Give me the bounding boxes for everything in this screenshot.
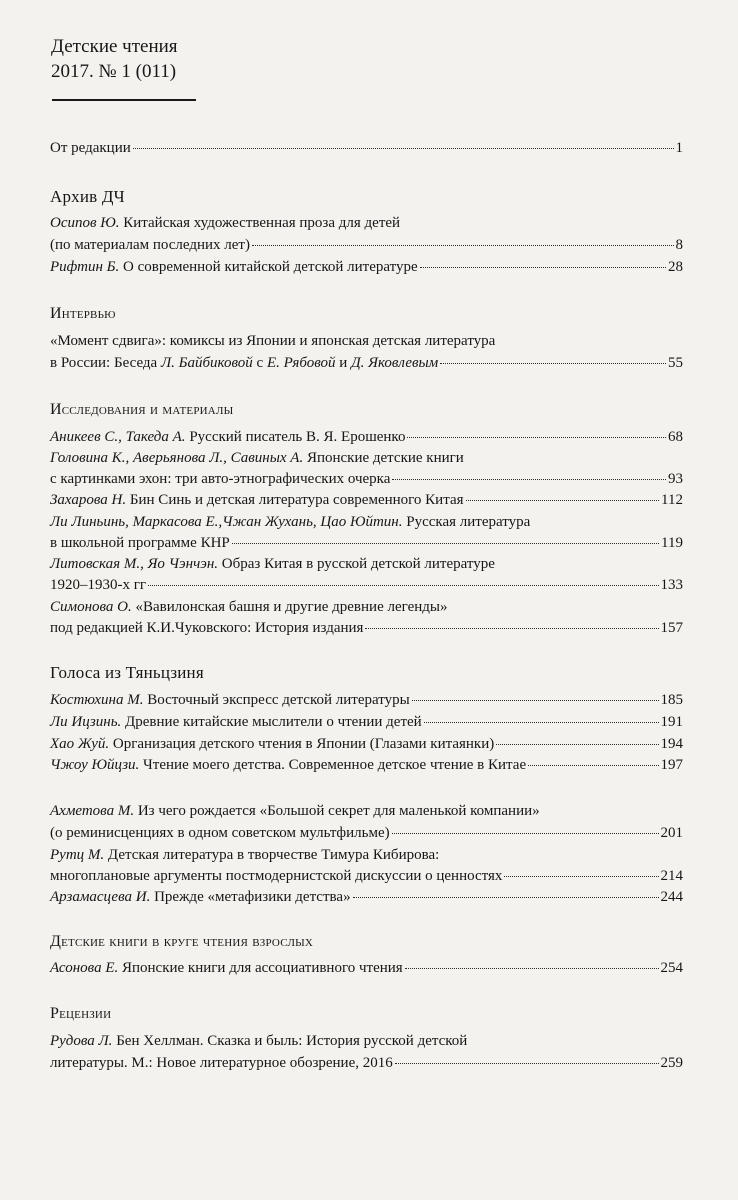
- page-number: 112: [661, 492, 683, 508]
- dot-leader: [420, 267, 666, 268]
- toc-entry-continued[interactable]: [50, 1053, 683, 1074]
- toc-entry[interactable]: [50, 755, 683, 776]
- entry-title: О современной китайской детской литературе: [123, 259, 418, 275]
- entry-title: Бен Хеллман. Сказка и быль: История русской детской: [116, 1033, 468, 1049]
- entry-author: Ли Ицзинь.: [50, 714, 122, 730]
- toc-entry[interactable]: [50, 958, 683, 979]
- entry-author: Рудова Л.: [50, 1033, 113, 1049]
- entry-title: «Вавилонская башня и другие древние легенды»: [135, 599, 448, 615]
- toc-entry-continued[interactable]: [50, 235, 683, 256]
- entry-author: Ахметова М.: [50, 803, 135, 819]
- entry-author: Захарова Н.: [50, 492, 127, 508]
- dot-leader: [252, 245, 674, 246]
- page-number: 185: [660, 692, 683, 708]
- toc-entry[interactable]: [50, 512, 530, 533]
- entry-author: Асонова Е.: [50, 960, 119, 976]
- entry-title-part: с: [252, 355, 267, 371]
- toc-entry-editorial[interactable]: [50, 138, 683, 159]
- dot-leader: [133, 148, 674, 149]
- page-number: 8: [675, 237, 683, 253]
- entry-title: Детская литература в творчестве Тимура Кибирова:: [107, 847, 440, 863]
- entry-title: Китайская художественная проза для детей: [123, 215, 401, 231]
- entry-title: Чтение моего детства. Современное детское чтение в Китае: [143, 757, 527, 773]
- page-number: 157: [660, 620, 683, 636]
- entry-title: литературы. М.: Новое литературное обозрение, 2016: [50, 1055, 393, 1071]
- toc-entry[interactable]: [50, 734, 683, 755]
- page-number: 1: [675, 140, 683, 156]
- dot-leader: [466, 500, 660, 501]
- page-number: 254: [660, 960, 683, 976]
- entry-author: Головина К., Аверьянова Л., Савиных А.: [50, 450, 304, 466]
- toc-entry[interactable]: [50, 887, 683, 908]
- entry-author: Осипов Ю.: [50, 215, 120, 231]
- toc-entry-continued[interactable]: [50, 533, 683, 554]
- entry-person: Д. Яковлевым: [351, 355, 439, 371]
- toc-entry-continued[interactable]: [50, 353, 683, 374]
- entry-author: Аникеев С., Такеда А.: [50, 429, 186, 445]
- entry-author: Костюхина М.: [50, 692, 144, 708]
- page-number: 259: [660, 1055, 683, 1071]
- dot-leader: [405, 968, 659, 969]
- page-number: 119: [661, 535, 683, 551]
- entry-title: Японские книги для ассоциативного чтения: [121, 960, 403, 976]
- entry-title: От редакции: [50, 140, 131, 156]
- dot-leader: [407, 437, 666, 438]
- toc-entry-continued[interactable]: [50, 618, 683, 639]
- page-number: 214: [660, 868, 683, 884]
- entry-author: Симонова О.: [50, 599, 132, 615]
- entry-title: многоплановые аргументы постмодернистской дискуссии о ценностях: [50, 868, 503, 884]
- toc-entry[interactable]: [50, 213, 400, 234]
- page-number: 194: [660, 736, 683, 752]
- dot-leader: [528, 765, 658, 766]
- title-divider: [52, 99, 196, 101]
- section-heading: Голоса из Тяньцзиня: [50, 663, 204, 682]
- entry-author: Хао Жуй.: [50, 736, 110, 752]
- entry-title: Древние китайские мыслители о чтении детей: [125, 714, 422, 730]
- entry-title: «Момент сдвига»: комиксы из Японии и японская детская литература: [50, 333, 496, 349]
- entry-title: (по материалам последних лет): [50, 237, 250, 253]
- toc-entry[interactable]: [50, 490, 683, 511]
- entry-title: под редакцией К.И.Чуковского: История издания: [50, 620, 364, 636]
- entry-title: Из чего рождается «Большой секрет для маленькой компании»: [137, 803, 540, 819]
- entry-person: Е. Рябовой: [266, 355, 336, 371]
- page-number: 201: [660, 825, 683, 841]
- section-heading: Детские книги в круге чтения взрослых: [50, 933, 314, 950]
- entry-title-part: в России: Беседа: [50, 355, 161, 371]
- dot-leader: [148, 585, 658, 586]
- toc-entry[interactable]: [50, 427, 683, 448]
- toc-entry-continued[interactable]: [50, 575, 683, 596]
- page-number: 197: [660, 757, 683, 773]
- entry-author: Чжоу Юйцзи.: [50, 757, 140, 773]
- section-heading: Архив ДЧ: [50, 187, 125, 206]
- dot-leader: [392, 479, 666, 480]
- toc-entry-continued[interactable]: [50, 866, 683, 887]
- dot-leader: [392, 833, 659, 834]
- entry-title: Восточный экспресс детской литературы: [147, 692, 410, 708]
- entry-title: Организация детского чтения в Японии (Глазами китаянки): [112, 736, 495, 752]
- toc-entry[interactable]: [50, 845, 439, 866]
- dot-leader: [496, 744, 658, 745]
- toc-entry[interactable]: [50, 448, 464, 469]
- page-number: 55: [668, 355, 683, 371]
- toc-entry[interactable]: [50, 712, 683, 733]
- page-number: 93: [668, 471, 683, 487]
- toc-entry[interactable]: [50, 690, 683, 711]
- page-number: 244: [660, 889, 683, 905]
- dot-leader: [353, 897, 659, 898]
- entry-title: Образ Китая в русской детской литературе: [221, 556, 495, 572]
- page-number: 133: [660, 577, 683, 593]
- entry-author: Литовская М., Яо Чэнчэн.: [50, 556, 219, 572]
- entry-title: в школьной программе КНР: [50, 535, 230, 551]
- toc-entry-continued[interactable]: [50, 469, 683, 490]
- toc-entry-continued[interactable]: [50, 823, 683, 844]
- dot-leader: [232, 543, 659, 544]
- entry-title: Японские детские книги: [306, 450, 464, 466]
- dot-leader: [365, 628, 658, 629]
- dot-leader: [424, 722, 659, 723]
- entry-author: Арзамасцева И.: [50, 889, 151, 905]
- entry-title: Бин Синь и детская литература современного Китая: [129, 492, 464, 508]
- entry-title: с картинками эхон: три авто-этнографических очерка: [50, 471, 391, 487]
- toc-entry[interactable]: [50, 1031, 467, 1052]
- entry-title-part: и: [335, 355, 352, 371]
- entry-title: Прежде «метафизики детства»: [154, 889, 351, 905]
- toc-entry[interactable]: [50, 331, 495, 352]
- entry-person: Л. Байбиковой: [160, 355, 253, 371]
- section-heading: Интервью: [50, 305, 116, 322]
- entry-title: (о реминисценциях в одном советском мультфильме): [50, 825, 390, 841]
- page-number: 191: [660, 714, 683, 730]
- toc-entry[interactable]: [50, 554, 495, 575]
- toc-entry[interactable]: [50, 801, 540, 822]
- page-number: 68: [668, 429, 683, 445]
- page-number: 28: [668, 259, 683, 275]
- entry-title: Русская литература: [406, 514, 531, 530]
- toc-entry[interactable]: [50, 597, 447, 618]
- entry-title: Русский писатель В. Я. Ерошенко: [189, 429, 406, 445]
- dot-leader: [440, 363, 666, 364]
- journal-title: Детские чтения: [51, 36, 178, 57]
- dot-leader: [395, 1063, 659, 1064]
- dot-leader: [504, 876, 658, 877]
- entry-author: Рифтин Б.: [50, 259, 120, 275]
- entry-author: Ли Линьинь, Маркасова Е.,Чжан Жухань, Цао Юйтин.: [50, 514, 403, 530]
- section-heading: Рецензии: [50, 1005, 112, 1022]
- dot-leader: [412, 700, 659, 701]
- entry-title: 1920–1930-х гг: [50, 577, 147, 593]
- toc-entry[interactable]: [50, 257, 683, 278]
- section-heading: Исследования и материалы: [50, 401, 234, 418]
- journal-issue: 2017. № 1 (011): [51, 61, 177, 82]
- entry-author: Рутц М.: [50, 847, 105, 863]
